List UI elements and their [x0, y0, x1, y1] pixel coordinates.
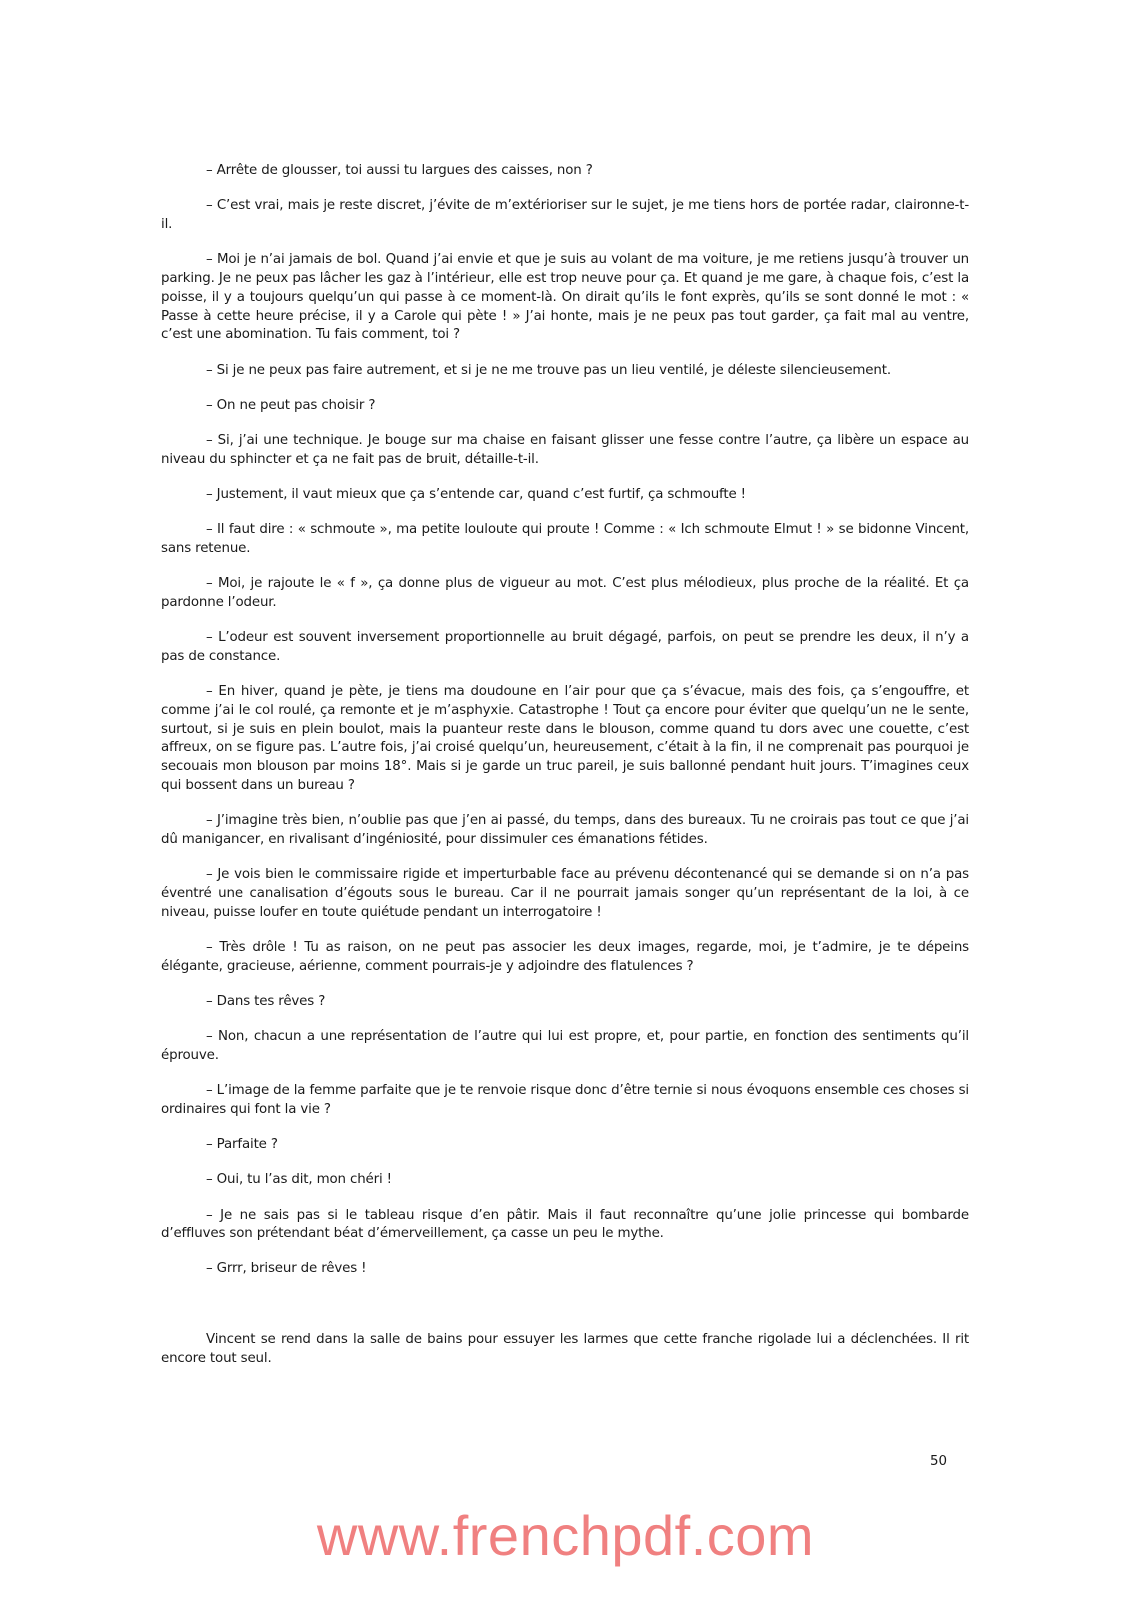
dialogue-line-17: – L’image de la femme parfaite que je te renvoie risque donc d’être ternie si nous évoquons ensemble ces choses si ordinaires qui font la vie ? — [161, 1083, 969, 1117]
dialogue-line-2: – C’est vrai, mais je reste discret, j’évite de m’extérioriser sur le sujet, je me tiens hors de portée radar, claironne-t-il. — [161, 198, 969, 232]
dialogue-line-20: – Je ne sais pas si le tableau risque d’en pâtir. Mais il faut reconnaître qu’une jolie princesse qui bombarde d’effluves son prétendant béat d’émerveillement, ça casse un peu le mythe. — [161, 1207, 969, 1242]
dialogue-line-1: – Arrête de glousser, toi aussi tu largues des caisses, non ? — [206, 163, 593, 178]
dialogue-line-12: – J’imagine très bien, n’oublie pas que j’en ai passé, du temps, dans des bureaux. Tu ne croirais pas tout ce que j’ai dû manigancer, en rivalisant d’ingéniosité, pour dissimuler ces émanations fétides. — [161, 813, 969, 848]
dialogue-line-6: – Si, j’ai une technique. Je bouge sur ma chaise en faisant glisser une fesse contre l’autre, ça libère un espace au niveau du sphincter et ça ne fait pas de bruit, détaille-t-il. — [161, 432, 969, 467]
dialogue-line-16: – Non, chacun a une représentation de l’autre qui lui est propre, et, pour partie, en fonction des sentiments qu’il éprouve. — [161, 1029, 969, 1063]
dialogue-line-11: – En hiver, quand je pète, je tiens ma doudoune en l’air pour que ça s’évacue, mais des fois, ça s’engouffre, et comme j’ai le col roulé, ça remonte et je m’asphyxie. Catastrophe ! Tout ça encore pour éviter que quelqu’un ne le sente, surtout, si je suis en plein boulot, mais la puanteur reste dans le blouson, comme quand tu dors avec une couette, c’est affreux, on se figure pas. L’autre fois, j’ai croisé quelqu’un, heureusement, c’était à la fin, il ne comprenait pas pourquoi je secouais mon blouson par moins 18°. Mais si je garde un truc pareil, je suis ballonné pendant huit jours. T’imagines ceux qui bossent dans un bureau ? — [161, 684, 969, 794]
dialogue-line-4: – Si je ne peux pas faire autrement, et si je ne me trouve pas un lieu ventilé, je déleste silencieusement. — [206, 362, 891, 378]
dialogue-line-18: – Parfaite ? — [206, 1137, 278, 1153]
narration-paragraph: Vincent se rend dans la salle de bains pour essuyer les larmes que cette franche rigolade lui a déclenchées. Il rit encore tout seul. — [161, 1332, 969, 1367]
dialogue-line-9: – Moi, je rajoute le « f », ça donne plus de vigueur au mot. C’est plus mélodieux, plus proche de la réalité. Et ça pardonne l’odeur. — [161, 576, 969, 610]
page-number: 50 — [930, 1454, 948, 1469]
body-text — [161, 162, 969, 1385]
dialogue-line-7: – Justement, il vaut mieux que ça s’entende car, quand c’est furtif, ça schmoufte ! — [206, 486, 746, 502]
dialogue-line-21: – Grrr, briseur de rêves ! — [206, 1261, 367, 1277]
dialogue-line-15: – Dans tes rêves ? — [206, 993, 326, 1009]
dialogue-line-5: – On ne peut pas choisir ? — [206, 397, 376, 413]
dialogue-line-10: – L’odeur est souvent inversement proportionnelle au bruit dégagé, parfois, on peut se prendre les deux, il n’y a pas de constance. — [161, 630, 969, 664]
dialogue-line-14: – Très drôle ! Tu as raison, on ne peut pas associer les deux images, regarde, moi, je t’admire, je te dépeins élégante, gracieuse, aérienne, comment pourrais-je y adjoindre des flatulences ? — [161, 939, 969, 974]
dialogue-line-3: – Moi je n’ai jamais de bol. Quand j’ai envie et que je suis au volant de ma voiture, je me retiens jusqu’à trouver un parking. Je ne peux pas lâcher les gaz à l’intérieur, elle est trop neuve pour ça. Et quand je me gare, à chaque fois, c’est la poisse, il y a toujours quelqu’un qui passe à ce moment-là. On dirait qu’ils le font exprès, qu’ils se sont donné le mot : « Passe à cette heure précise, il y a Carole qui pète ! » J’ai honte, mais je ne peux pas tout garder, ça fait mal au ventre, c’est une abomination. Tu fais comment, toi ? — [161, 252, 969, 343]
dialogue-line-19: – Oui, tu l’as dit, mon chéri ! — [206, 1172, 392, 1188]
dialogue-line-13: – Je vois bien le commissaire rigide et imperturbable face au prévenu décontenancé qui se demande si on n’a pas éventré une canalisation d’égouts sous le bureau. Car il ne pourrait jamais songer qu’un représentant de la loi, à ce niveau, puisse loufer en toute quiétude pendant un interrogatoire ! — [161, 867, 969, 920]
watermark: www.frenchpdf.com — [316, 1504, 815, 1567]
dialogue-line-8: – Il faut dire : « schmoute », ma petite louloute qui proute ! Comme : « Ich schmoute Elmut ! » se bidonne Vincent, sans retenue. — [161, 522, 969, 556]
